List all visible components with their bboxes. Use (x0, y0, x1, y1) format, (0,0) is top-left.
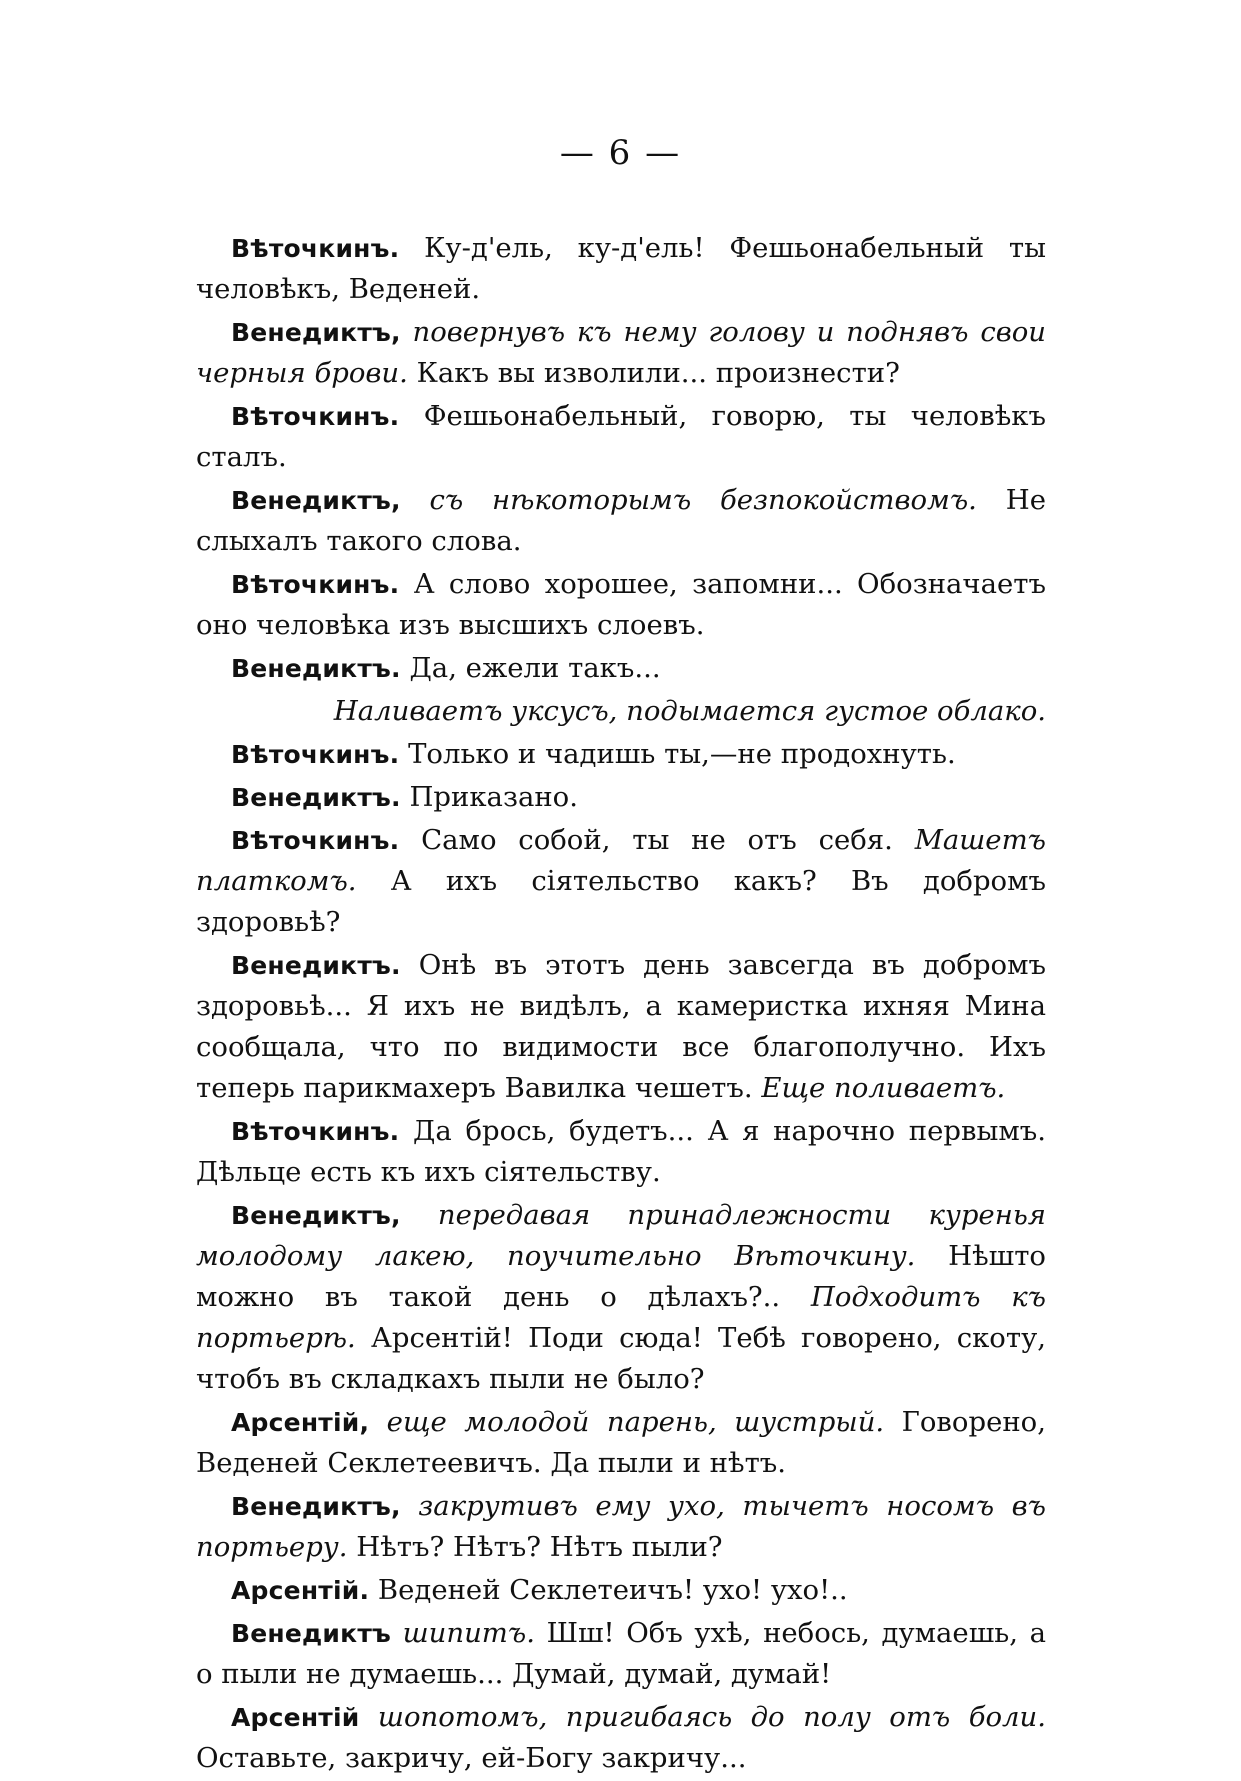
speech-text: Шш! Объ ухѣ, небось, думаешь, а о пыли не думаешь... Думай, думай, думай! (196, 1617, 1046, 1690)
speech-vetochkin-2 (196, 396, 1046, 478)
speaker-name: Венедиктъ. (231, 783, 401, 812)
stage-direction: шипитъ. (391, 1617, 535, 1649)
speech-text: Само собой, ты не отъ себя. (399, 824, 893, 856)
speech-vetochkin-5 (196, 820, 1046, 943)
speech-venedikt-8 (196, 1613, 1046, 1695)
speech-vetochkin-3 (196, 564, 1046, 646)
speech-venedikt-2 (196, 480, 1046, 562)
stage-direction: шопотомъ, пригибаясь до полу отъ боли. (359, 1701, 1046, 1733)
speaker-name: Вѣточкинъ. (231, 234, 400, 263)
speech-text: Арсентій! Поди сюда! Тебѣ говорено, скоту, чтобъ въ складкахъ пыли не было? (196, 1322, 1046, 1395)
speaker-name: Венедиктъ. (231, 654, 401, 683)
speaker-name: Венедиктъ, (231, 318, 401, 347)
page-body (196, 228, 1046, 1781)
speech-text: Нѣшто можно въ такой день о дѣлахъ?.. (196, 1240, 1046, 1313)
speaker-name: Арсентій, (231, 1408, 370, 1437)
speech-venedikt-7 (196, 1486, 1046, 1568)
speech-text: Говорено, Веденей Секлетеевичъ. Да пыли и нѣтъ. (196, 1406, 1046, 1479)
stage-direction-standalone: Наливаетъ уксусъ, подымается густое облако. (333, 695, 1046, 727)
speech-vetochkin-6 (196, 1111, 1046, 1193)
speech-text: Онѣ въ этотъ день завсегда въ добромъ здоровьѣ... Я ихъ не видѣлъ, а камеристка ихняя Мина сообщала, что по видимости все благополучно. Ихъ теперь парикмахеръ Вавилка чешетъ. (196, 949, 1046, 1104)
page-number: — 6 — (559, 133, 682, 173)
speaker-name: Вѣточкинъ. (231, 826, 400, 855)
speech-text: Фешьонабельный, говорю, ты человѣкъ сталъ. (196, 400, 1046, 473)
stage-direction: Еще поливаетъ. (752, 1072, 1006, 1104)
speech-text: Ку-д'ель, ку-д'ель! Фешьонабельный ты человѣкъ, Веденей. (196, 232, 1046, 305)
speech-venedikt-3 (196, 648, 1046, 689)
stage-direction: Подходитъ къ портьерѣ. (196, 1281, 1046, 1354)
speech-venedikt-5 (196, 945, 1046, 1109)
speaker-name: Венедиктъ, (231, 1201, 401, 1230)
stage-direction: повернувъ къ нему голову и поднявъ свои черныя брови. (196, 316, 1046, 389)
stage-direction: Машетъ платкомъ. (196, 824, 1046, 897)
speaker-name: Венедиктъ, (231, 1492, 401, 1521)
speaker-name: Арсентій (231, 1703, 360, 1732)
speech-text: Нѣтъ? Нѣтъ? Нѣтъ пыли? (347, 1531, 723, 1563)
speaker-name: Арсентій. (231, 1576, 370, 1605)
speech-text: Веденей Секлетеичъ! ухо! ухо!.. (369, 1574, 848, 1606)
speech-venedikt-6 (196, 1195, 1046, 1400)
speech-text: Какъ вы изволили... произнести? (407, 357, 900, 389)
speech-text: А ихъ сіятельство какъ? Въ добромъ здоровьѣ? (196, 865, 1046, 938)
speaker-name: Вѣточкинъ. (231, 1117, 400, 1146)
speech-arsentiy-2 (196, 1570, 1046, 1611)
stage-direction: еще молодой парень, шустрый. (369, 1406, 885, 1438)
speech-arsentiy-1 (196, 1402, 1046, 1484)
speech-arsentiy-3 (196, 1697, 1046, 1779)
speaker-name: Вѣточкинъ. (231, 740, 400, 769)
speaker-name: Вѣточкинъ. (231, 402, 400, 431)
stage-direction: закрутивъ ему ухо, тычетъ носомъ въ портьеру. (196, 1490, 1046, 1563)
stage-direction: съ нѣкоторымъ безпокойствомъ. (400, 484, 977, 516)
speech-venedikt-1 (196, 312, 1046, 394)
speaker-name: Венедиктъ, (231, 486, 401, 515)
speech-text: Да брось, будетъ... А я нарочно первымъ. Дѣльце есть къ ихъ сіятельству. (196, 1115, 1046, 1188)
speech-vetochkin-4 (196, 734, 1046, 775)
speech-text: Только и чадишь ты,—не продохнуть. (399, 738, 956, 770)
speech-vetochkin-1 (196, 228, 1046, 310)
speech-text: А слово хорошее, запомни... Обозначаетъ оно человѣка изъ высшихъ слоевъ. (196, 568, 1046, 641)
speech-text: Оставьте, закричу, ей-Богу закричу... (196, 1742, 747, 1774)
speech-venedikt-4 (196, 777, 1046, 818)
speech-text: Приказано. (400, 781, 578, 813)
speaker-name: Вѣточкинъ. (231, 570, 400, 599)
speech-text: Не слыхалъ такого слова. (196, 484, 1046, 557)
speaker-name: Венедиктъ (231, 1619, 391, 1648)
speech-text: Да, ежели такъ... (400, 652, 661, 684)
speaker-name: Венедиктъ. (231, 951, 401, 980)
stage-direction: передавая принадлежности куренья молодому лакею, поучительно Вѣточкину. (196, 1199, 1046, 1272)
